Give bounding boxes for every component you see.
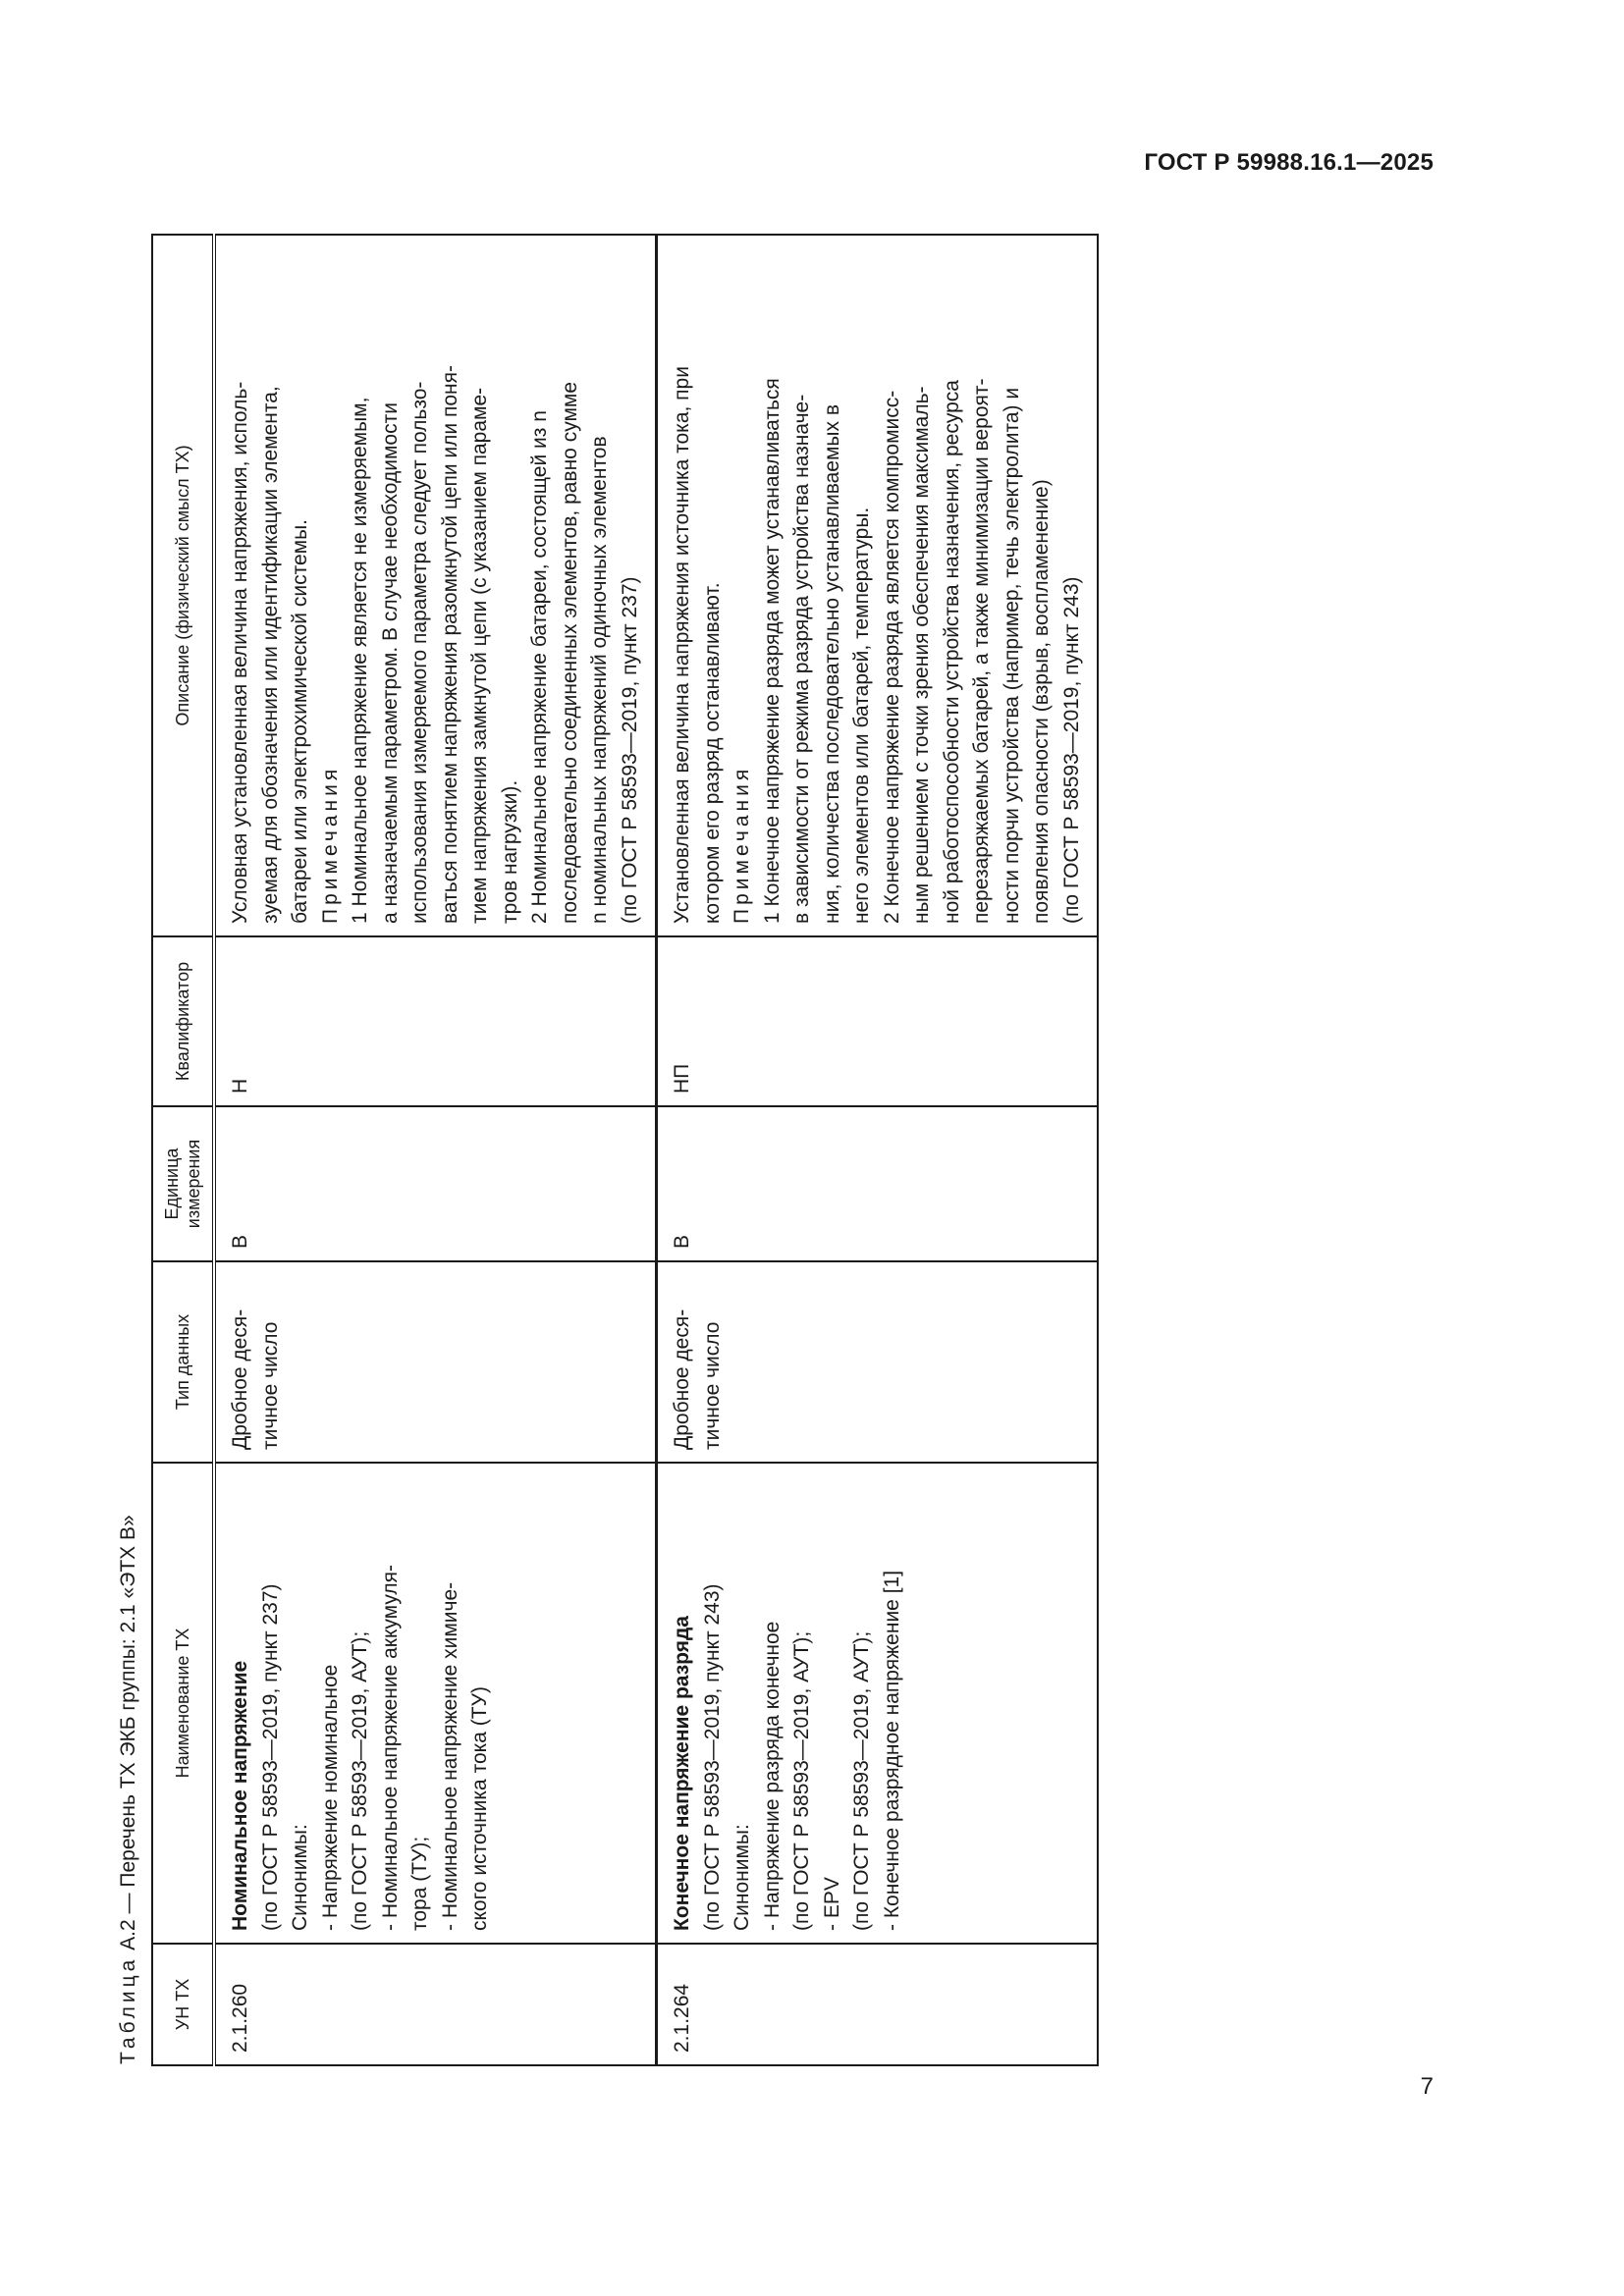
row-description-line: тров нагрузки). [498,779,521,924]
row-name-line: - Напряжение разряда конечное [760,1621,784,1931]
row-data-type-line: Дробное деся- [671,1308,693,1450]
row-name-line: (по ГОСТ Р 58593—2019, АУТ); [850,1630,873,1931]
row-name-title: Конечное напряжение разряда [671,1616,693,1931]
row-data-type-line: тичное число [700,1321,724,1450]
row-qualifier: Н [214,936,657,1106]
column-header-data-type: Тип данных [152,1261,214,1463]
row-description-line: него элементов или батарей, температуры. [850,507,873,924]
row-data-type [214,1261,657,1463]
row-code: 2.1.264 [657,1944,1099,2065]
row-unit: В [214,1106,657,1261]
row-name-line: - Напряжение номинальное [318,1664,342,1931]
characteristics-table [151,234,1099,2066]
row-description-line: батареи или электрохимической системы. [289,519,311,924]
row-description [657,235,1099,936]
row-description-line: ным решением с точки зрения обеспечения максималь- [910,386,933,924]
row-description-line: ния, количества последовательно устанавливаемых в [820,404,843,924]
row-description-line: n номинальных напряжений одиночных элементов [588,436,611,924]
row-description-line: 2 Конечное напряжение разряда является компромисс- [880,390,903,924]
row-name-line: - Конечное разрядное напряжение [1] [880,1570,903,1931]
row-description-line: появления опасности (взрыв, воспламенение) [1030,479,1053,924]
row-notes-heading: Примечания [731,765,753,924]
row-unit: В [657,1106,1099,1261]
row-code: 2.1.260 [214,1944,657,2065]
document-code: ГОСТ Р 59988.16.1—2025 [1144,149,1434,176]
row-description-line: в зависимости от режима разряда устройства назначе- [790,394,813,924]
table-header-row [152,235,214,2065]
table-caption-prefix: Таблица [117,1955,139,2064]
row-name-line: Синонимы: [731,1824,753,1931]
row-name-line: Синонимы: [289,1824,311,1931]
row-description-line: 2 Номинальное напряжение батареи, состоящей из n [528,410,551,924]
column-header-unit: Единица измерения [152,1106,214,1261]
row-data-type-line: тичное число [258,1321,282,1450]
row-description-line: а назначаемым параметром. В случае необходимости [378,402,402,924]
row-name-line: (по ГОСТ Р 58593—2019, АУТ); [349,1630,371,1931]
row-description-line: зуемая для обозначения или идентификации элемента, [258,386,282,924]
column-header-code: УН ТХ [152,1944,214,2065]
row-description-line: 1 Конечное напряжение разряда может устанавливаться [760,378,784,924]
row-name-line: - Номинальное напряжение химиче- [438,1581,461,1931]
table-row [657,235,1099,2065]
row-description-line: (по ГОСТ Р 58593—2019, пункт 237) [618,576,641,924]
row-description-line: тием напряжения замкнутой цепи (с указанием параме- [468,387,491,924]
rotated-table-region [108,236,1083,2066]
row-description-line: Установленная величина напряжения источника тока, при [671,366,693,924]
row-description-line: 1 Номинальное напряжение является не измеряемым, [349,397,371,924]
row-name-title: Номинальное напряжение [229,1660,251,1931]
row-name-line: (по ГОСТ Р 58593—2019, пункт 243) [700,1583,724,1931]
row-name [214,1463,657,1944]
row-name-line: - Номинальное напряжение аккумуля- [378,1564,402,1931]
row-description-line: последовательно соединенных элементов, равно сумме [558,381,581,924]
row-description-line: использования измеряемого параметра следует пользо- [408,381,431,924]
table-row [214,235,657,2065]
row-description-line: перезаряжаемых батарей, а также минимизации вероят- [970,378,993,924]
row-description-line: котором его разряд останавливают. [700,582,724,924]
row-name-line: (по ГОСТ Р 58593—2019, АУТ); [790,1630,813,1931]
row-name [657,1463,1099,1944]
row-description-line: ной работоспособности устройства назначения, ресурса [940,380,963,924]
row-name-line: тора (ТУ); [408,1836,431,1931]
row-name-line: - EPV [820,1877,843,1931]
row-description [214,235,657,936]
column-header-qualifier: Квалификатор [152,936,214,1106]
column-header-description: Описание (физический смысл ТХ) [152,235,214,936]
row-notes-heading: Примечания [318,765,342,924]
column-header-name: Наименование ТХ [152,1463,214,1944]
row-data-type-line: Дробное деся- [229,1308,251,1450]
row-description-line: (по ГОСТ Р 58593—2019, пункт 243) [1059,576,1083,924]
row-description-line: ности порчи устройства (например, течь электролита) и [1000,387,1023,924]
row-description-line: ваться понятием напряжения разомкнутой цепи или поня- [438,365,461,924]
row-qualifier: НП [657,936,1099,1106]
row-name-line: ского источника тока (ТУ) [468,1686,491,1931]
page-number: 7 [1420,2073,1434,2100]
table-caption [108,1515,149,2064]
row-data-type [657,1261,1099,1463]
table-caption-text: А.2 — Перечень ТХ ЭКБ группы: 2.1 «ЭТХ В» [117,1515,139,1956]
row-name-line: (по ГОСТ Р 58593—2019, пункт 237) [258,1583,282,1931]
row-description-line: Условная установленная величина напряжения, исполь- [229,381,251,924]
